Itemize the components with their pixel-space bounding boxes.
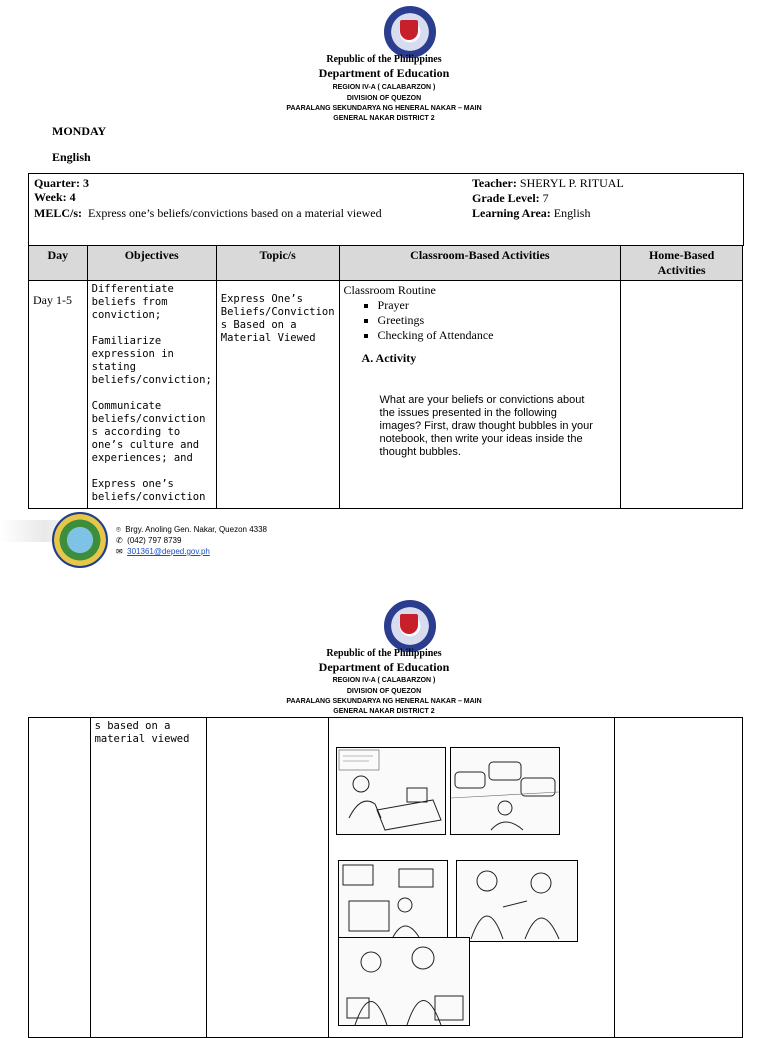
activity-image-online-class: [338, 860, 448, 942]
day-cell: Day 1-5: [29, 281, 88, 509]
melc-field: MELC/s: Express one’s beliefs/convictions based on a material viewed: [34, 206, 382, 220]
header-district: GENERAL NAKAR DISTRICT 2: [333, 708, 435, 715]
list-item: ▪ Greetings: [378, 313, 617, 328]
header-division: DIVISION OF QUEZON: [346, 688, 422, 695]
topic-cell: [206, 718, 328, 1038]
col-home-activities: Home-Based Activities: [621, 246, 743, 281]
list-item: ▪ Checking of Attendance: [378, 328, 617, 343]
footer-email[interactable]: ✉ 301361@deped.gov.ph: [116, 547, 210, 556]
email-icon: ✉: [116, 547, 123, 556]
deped-seal-icon: [384, 6, 436, 58]
col-objectives: Objectives: [87, 246, 216, 281]
activity-image-traffic: [450, 747, 560, 835]
home-activities-cell: [621, 281, 743, 509]
activity-heading: A. Activity: [361, 351, 417, 365]
col-day: Day: [29, 246, 88, 281]
header-division: DIVISION OF QUEZON: [346, 95, 422, 102]
teacher-field: Teacher: SHERYL P. RITUAL: [472, 176, 624, 190]
lesson-info-box: [28, 173, 744, 246]
day-cell: [29, 718, 91, 1038]
table-header-row: [29, 246, 743, 281]
header-republic: Republic of the Philippines: [326, 648, 442, 659]
header-school: PAARALANG SEKUNDARYA NG HENERAL NAKAR – MAIN: [286, 105, 482, 112]
footer-phone: ✆ (042) 797 8739: [116, 536, 182, 545]
header-department: Department of Education: [318, 66, 450, 80]
deped-seal-icon: [384, 600, 436, 652]
footer-address: ⌾ Brgy. Anoling Gen. Nakar, Quezon 4338: [116, 525, 267, 534]
location-icon: ⌾: [116, 525, 121, 534]
table-row: [29, 281, 743, 509]
learning-area-field: Learning Area: English: [472, 206, 591, 220]
day-label: MONDAY: [52, 124, 107, 138]
col-topics: Topic/s: [216, 246, 339, 281]
header-region: REGION IV-A ( CALABARZON ): [332, 677, 436, 684]
topic-cell: Express One’s Beliefs/Conviction s Based on a Material Viewed: [216, 281, 339, 509]
week-field: Week: 4: [34, 190, 76, 204]
routine-title: Classroom Routine: [343, 283, 436, 297]
objectives-cell: s based on a material viewed: [90, 718, 206, 1038]
footer-contacts: [116, 524, 267, 557]
header-school: PAARALANG SEKUNDARYA NG HENERAL NAKAR – MAIN: [286, 698, 482, 705]
quarter-field: Quarter: 3: [34, 176, 89, 190]
col-classroom-activities: Classroom-Based Activities: [339, 246, 621, 281]
school-logo-icon: [52, 512, 108, 568]
header-region: REGION IV-A ( CALABARZON ): [332, 84, 436, 91]
activities-cell: [339, 281, 621, 509]
activity-image-vaccination: [456, 860, 578, 942]
objectives-cell: Differentiate beliefs from conviction; Familiarize expression in stating beliefs/conviction; Communicate beliefs/conviction s according to one’s culture and experiences; and Express one’s beliefs/conviction: [87, 281, 216, 509]
grade-field: Grade Level: 7: [472, 191, 549, 205]
list-item: ▪ Prayer: [378, 298, 617, 313]
activity-image-relief-goods: [338, 937, 470, 1026]
routine-list: [344, 298, 617, 343]
lesson-plan-table: [28, 245, 743, 509]
phone-icon: ✆: [116, 536, 123, 545]
activity-text: What are your beliefs or convictions about the issues presented in the following images? First, draw thought bubbles in your notebook, then write your ideas inside the thought bubbles.: [379, 394, 593, 458]
header-department: Department of Education: [318, 660, 450, 674]
header-republic: Republic of the Philippines: [326, 54, 442, 65]
subject-label: English: [52, 150, 91, 164]
header-district: GENERAL NAKAR DISTRICT 2: [333, 115, 435, 122]
activity-image-office-worker: [336, 747, 446, 835]
home-activities-cell: [614, 718, 742, 1038]
